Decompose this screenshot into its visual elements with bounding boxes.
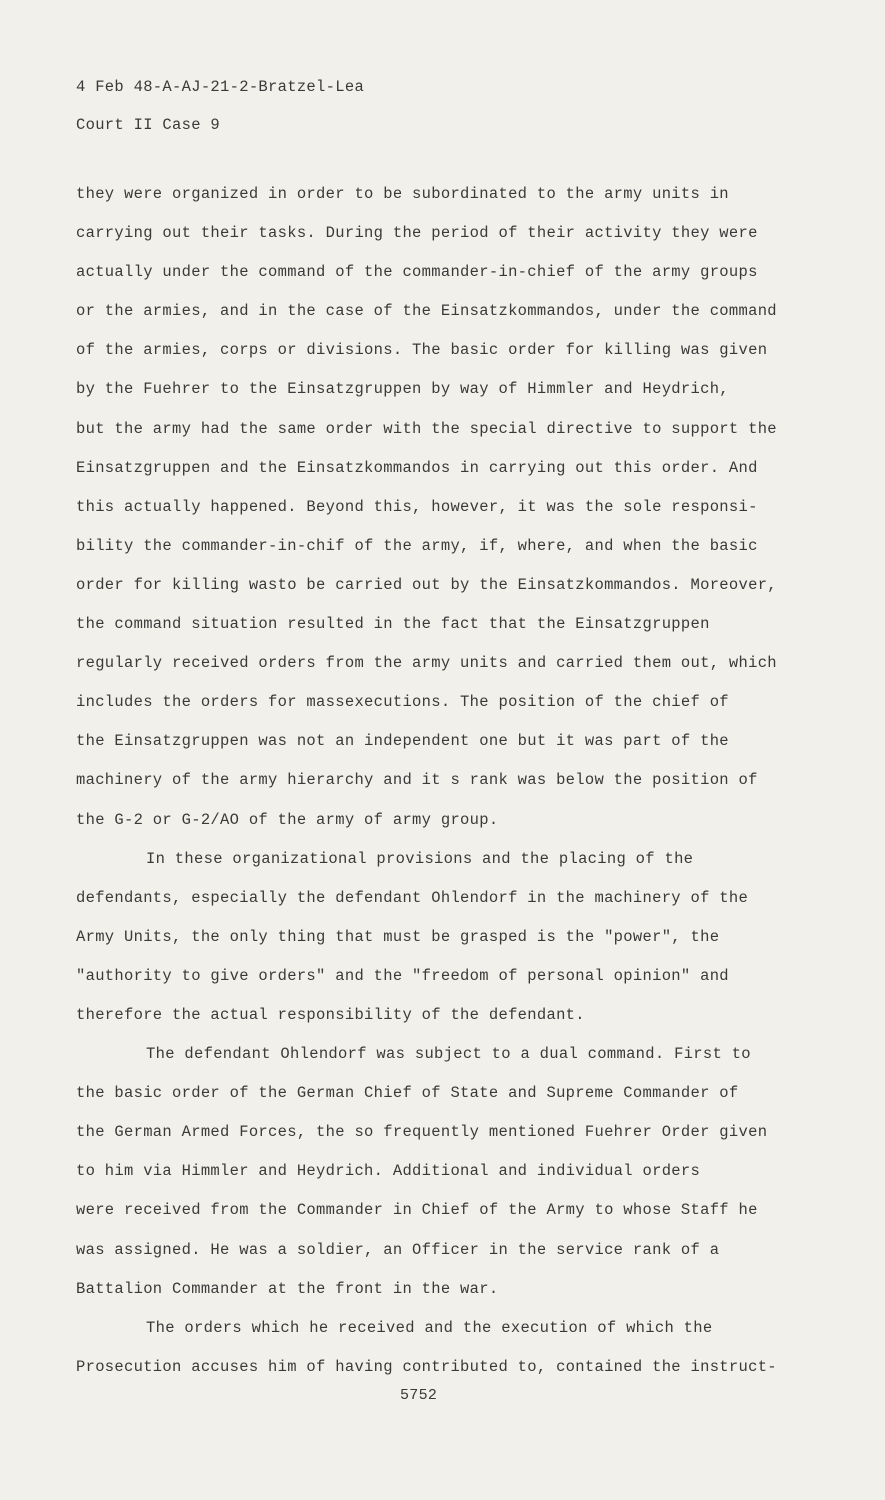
page-number: 5752 [400,1387,438,1404]
paragraph-start-line: In these organizational provisions and the placing of the [146,849,694,868]
text-line: Prosecution accuses him of having contributed to, contained the instruct- [76,1357,777,1376]
text-line: therefore the actual responsibility of the defendant. [76,1005,585,1024]
text-line: Army Units, the only thing that must be grasped is the "power", the [76,927,720,946]
text-line: but the army had the same order with the special directive to support the [76,419,777,438]
text-line: the German Armed Forces, the so frequently mentioned Fuehrer Order given [76,1123,768,1142]
text-line: includes the orders for massexecutions. The position of the chief of [76,693,729,712]
header-reference: 4 Feb 48-A-AJ-21-2-Bratzel-Lea [76,78,365,96]
text-line: "authority to give orders" and the "freedom of personal opinion" and [76,966,729,985]
text-line: machinery of the army hierarchy and it s rank was below the position of [76,771,758,790]
text-line: actually under the command of the commander-in-chief of the army groups [76,263,758,282]
text-line: were received from the Commander in Chief of the Army to whose Staff he [76,1201,758,1220]
text-line: regularly received orders from the army units and carried them out, which [76,654,777,673]
text-line: by the Fuehrer to the Einsatzgruppen by way of Himmler and Heydrich, [76,380,729,399]
document-body [76,175,826,1387]
text-line: the G-2 or G-2/AO of the army of army group. [76,810,499,829]
text-line: was assigned. He was a soldier, an Officer in the service rank of a [76,1240,720,1259]
document-header [76,68,364,144]
text-line: to him via Himmler and Heydrich. Additional and individual orders [76,1162,701,1181]
text-line: Einsatzgruppen and the Einsatzkommandos in carrying out this order. And [76,458,758,477]
text-line: defendants, especially the defendant Ohlendorf in the machinery of the [76,888,749,907]
text-line: this actually happened. Beyond this, however, it was the sole responsi- [76,497,758,516]
header-court-case: Court II Case 9 [76,116,221,134]
text-line: the Einsatzgruppen was not an independent one but it was part of the [76,732,729,751]
text-line: carrying out their tasks. During the period of their activity they were [76,224,758,243]
paragraph-start-line: The orders which he received and the execution of which the [146,1318,713,1337]
text-line: bility the commander-in-chif of the army, if, where, and when the basic [76,536,758,555]
text-line: order for killing wasto be carried out by the Einsatzkommandos. Moreover, [76,575,777,594]
text-line: Battalion Commander at the front in the war. [76,1279,499,1298]
text-line: the basic order of the German Chief of State and Supreme Commander of [76,1084,739,1103]
text-line: of the armies, corps or divisions. The basic order for killing was given [76,341,768,360]
text-line: or the armies, and in the case of the Einsatzkommandos, under the command [76,302,777,321]
text-line: they were organized in order to be subordinated to the army units in [76,185,729,203]
paragraph-start-line: The defendant Ohlendorf was subject to a dual command. First to [146,1045,751,1064]
text-line: the command situation resulted in the fact that the Einsatzgruppen [76,615,710,634]
